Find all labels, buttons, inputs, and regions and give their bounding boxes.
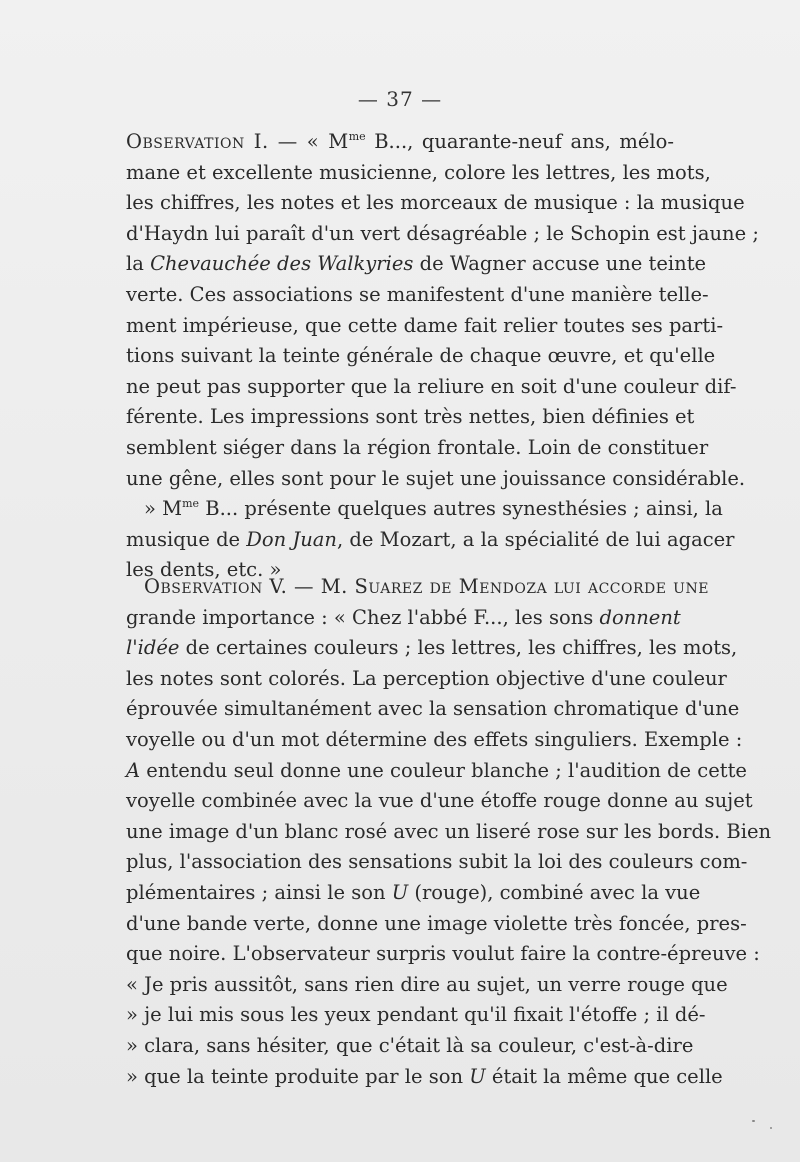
- text-run: » que la teinte produite par le son: [126, 1064, 470, 1088]
- text-run: musique de: [126, 527, 247, 551]
- page-number: — 37 —: [357, 87, 443, 111]
- text-run: de certaines couleurs ; les lettres, les chiffres, les mots,: [179, 636, 738, 660]
- text-line: les notes sont colorés. La perception objective d'une couleur: [126, 666, 727, 690]
- text-line: [126, 633, 738, 664]
- paper-speck: [752, 1120, 755, 1122]
- text-run: la: [126, 252, 151, 276]
- text-line: éprouvée simultanément avec la sensation chromatique d'une: [126, 697, 740, 721]
- text-line: [126, 249, 707, 280]
- italic-title: Chevauchée des Walkyries: [150, 252, 414, 276]
- italic-word: donnent: [599, 605, 681, 629]
- text-run: » M: [144, 497, 183, 521]
- text-line: verte. Ces associations se manifestent d'une manière telle-: [126, 282, 709, 306]
- text-line: les dents, etc. »: [126, 558, 282, 582]
- text-line: tions suivant la teinte générale de chaque œuvre, et qu'elle: [126, 344, 716, 368]
- text-run: B... présente quelques autres synesthésies ; ainsi, la: [199, 497, 723, 521]
- text-line: d'Haydn lui paraît d'un vert désagréable ; le Schopin est jaune ;: [126, 221, 759, 245]
- text-line: une image d'un blanc rosé avec un liseré rose sur les bords. Bien: [126, 819, 772, 843]
- text-line: [126, 878, 701, 909]
- superscript: me: [182, 497, 200, 511]
- text-line: » je lui mis sous les yeux pendant qu'il fixait l'étoffe ; il dé-: [126, 1003, 706, 1027]
- text-line: [126, 572, 709, 603]
- italic-letter: A: [126, 758, 141, 782]
- text-run: grande importance : « Chez l'abbé F..., les sons: [126, 605, 600, 629]
- text-line: voyelle combinée avec la vue d'une étoffe rouge donne au sujet: [126, 789, 753, 813]
- text-line: [126, 525, 735, 556]
- text-line: une gêne, elles sont pour le sujet une jouissance considérable.: [126, 466, 746, 490]
- text-run: , de Mozart, a la spécialité de lui agacer: [337, 527, 735, 551]
- text-line: ne peut pas supporter que la reliure en soit d'une couleur dif-: [126, 374, 737, 398]
- text-line: les chiffres, les notes et les morceaux de musique : la musique: [126, 191, 745, 215]
- superscript: me: [348, 130, 366, 143]
- text-line: férente. Les impressions sont très nettes, bien définies et: [126, 405, 695, 429]
- text-line: [126, 494, 723, 525]
- text-line: mane et excellente musicienne, colore les lettres, les mots,: [126, 160, 711, 184]
- paper-speck: [770, 1127, 772, 1129]
- text-line: [126, 127, 674, 158]
- text-run: plémentaires ; ainsi le son: [126, 880, 392, 904]
- text-line: d'une bande verte, donne une image violette très foncée, pres-: [126, 911, 747, 935]
- text-line: ment impérieuse, que cette dame fait relier toutes ses parti-: [126, 313, 724, 337]
- italic-letter: U: [469, 1064, 486, 1088]
- text-line: « Je pris aussitôt, sans rien dire au sujet, un verre rouge que: [126, 972, 728, 996]
- text-run: Observation I. — « M: [126, 130, 349, 153]
- text-line: » clara, sans hésiter, que c'était là sa couleur, c'est-à-dire: [126, 1033, 694, 1057]
- observation-1-paragraph: [126, 127, 759, 586]
- italic-letter: U: [391, 880, 409, 904]
- text-line: [126, 1062, 723, 1093]
- italic-title: Don Juan: [246, 527, 337, 551]
- observation-5-paragraph: [126, 572, 772, 1092]
- text-run: Observation V. — M. Suarez de Mendoza lui accorde une: [144, 575, 709, 598]
- text-run: était la même que celle: [485, 1064, 723, 1088]
- text-run: B..., quarante-neuf ans, mélo-: [365, 130, 674, 153]
- text-line: plus, l'association des sensations subit la loi des couleurs com-: [126, 850, 748, 874]
- italic-word: l'idée: [126, 636, 180, 660]
- text-run: de Wagner accuse une teinte: [413, 252, 707, 276]
- text-line: que noire. L'observateur surpris voulut faire la contre-épreuve :: [126, 942, 760, 966]
- text-run: (rouge), combiné avec la vue: [408, 880, 701, 904]
- text-line: voyelle ou d'un mot détermine des effets singuliers. Exemple :: [126, 727, 743, 751]
- text-line: semblent siéger dans la région frontale. Loin de constituer: [126, 435, 709, 459]
- text-line: [126, 603, 681, 634]
- text-run: entendu seul donne une couleur blanche ; l'audition de cette: [140, 758, 747, 782]
- text-line: [126, 756, 747, 787]
